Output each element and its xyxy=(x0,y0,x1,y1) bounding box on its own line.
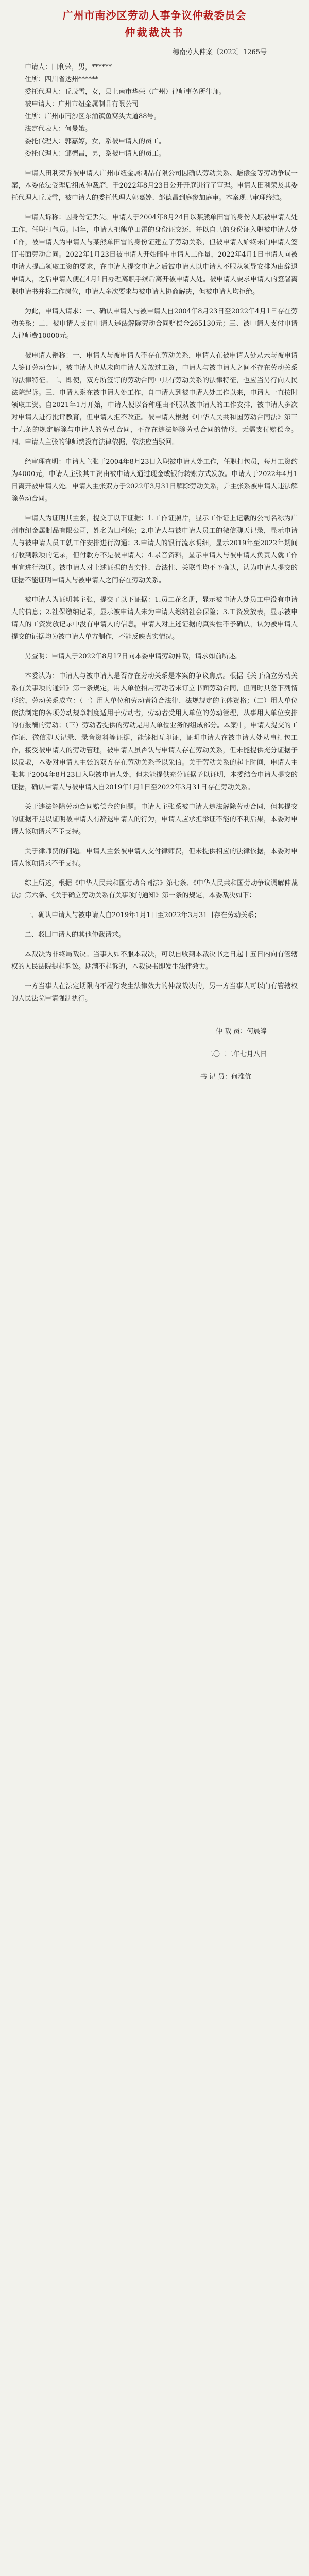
party-line: 住所：广州市南沙区东涌镇鱼窝头大道88号。 xyxy=(25,113,161,121)
body-paragraph: 关于律师费的问题。申请人主张被申请人支付律师费，但未提供相应的法律依据，本委对申请人该项请求不予支持。 xyxy=(11,848,298,868)
body-paragraph: 申请人诉称：因身份证丢失，申请人于2004年8月24日以某熊单田雷的身份入职被申请人处工作，任职打包员。同年，申请人把熊单田雷的身份证交还，并以自己的身份证入职被申请人处工作，被申请人为申请人与某熊单田雷的身份证建立了劳动关系，但被申请人始终未向申请人签订书面劳动合同。2022年1月23日被申请人开始暗中申请人工作量，2022年4月1日申请人向被申请人提出领取工资的要求，在申请人提交申请之后被申请人以申请人不服从领导安排为由辞退申请人，之后申请人便在4月1日办理离职手续后离开被申请人处。被申请人要求申请人的签署离职申请书并将工作岗位，申请人多次要求与被申请人协商解决，但被申请人均拒绝。 xyxy=(11,214,298,296)
award-date: 二〇二二年七月八日 xyxy=(206,1050,267,1058)
party-line: 委托代理人：郭嘉婷，女，系被申请人的员工。 xyxy=(25,138,166,145)
arbitrator-signature: 仲 裁 员：何晨皞 xyxy=(215,1028,267,1036)
party-line: 委托代理人：丘茂雪，女，县上南市华荣（广州）律师事务所律师。 xyxy=(25,88,226,96)
party-line: 住所：四川省达州****** xyxy=(25,76,99,83)
clerk-signature: 书 记 员：何淮伉 xyxy=(200,1073,251,1081)
body-paragraph: 关于违法解除劳动合同赔偿金的问题。申请人主张系被申请人违法解除劳动合同，但其提交的证据不足以证明被申请人有辞退申请人的行为，申请人应承担举证不能的不利后果，本委对申请人该项请求不予支持。 xyxy=(11,803,298,836)
body-paragraph: 申请人田利荣诉被申请人广州市纽金属制品有限公司因确认劳动关系、赔偿金等劳动争议一案，本委依法受理后组成仲裁庭，于2022年8月23日公开开庭进行了审理。申请人田利荣及其委托代理人丘茂雪，被申请人的委托代理人郭嘉婷、邹德昌到庭参加庭审。本案现已审理终结。 xyxy=(11,170,298,202)
signature-block xyxy=(11,1026,298,1083)
body-paragraph: 申请人为证明其主张，提交了以下证据：1.工作证照片，显示工作证上记载的公司名称为广州市纽金属制品有限公司，姓名为田利荣；2.申请人与被申请人员工的微信聊天记录，显示申请人与被申请人员工就工作安排进行沟通；3.申请人的银行流水明细，显示2019年至2022年期间有收到款项的记录，但付款方不是被申请人；4.录音资料，显示申请人与被申请人负责人就工作事宜进行沟通。被申请人对上述证据的真实性、合法性、关联性均不予确认，认为申请人提交的证据不能证明申请人与被申请人之间存在劳动关系。 xyxy=(11,515,298,584)
party-line: 被申请人：广州市纽金属制品有限公司 xyxy=(25,100,139,108)
body-paragraph: 被申请人辩称：一、申请人与被申请人不存在劳动关系，申请人在被申请人处从未与被申请人签订劳动合同，被申请人也从未向申请人发放过工资，申请人与被申请人之间不存在劳动关系的法律特征。二、即使，双方所签订的劳动合同中具有劳动关系的法律特征，也应当另行向人民法院起诉。三、申请人系在被申请人处工作，自申请人到被申请人处工作以来，申请人一直按时领取工资。自2021年1月开始，申请人便以各种理由不服从被申请人的工作安排，被申请人多次对申请人进行批评教育，但申请人拒不改正。被申请人根据《中华人民共和国劳动合同法》第三十九条的规定解除与申请人的劳动合同，不存在违法解除劳动合同的情形，无需支付赔偿金。四、申请人主张的律师费没有法律依据，依法应当驳回。 xyxy=(11,352,298,446)
parties-section xyxy=(11,61,298,160)
case-number: 穗南劳人仲案〔2022〕1265号 xyxy=(172,48,267,56)
body-paragraph: 一方当事人在法定期限内不履行发生法律效力的仲裁裁决的，另一方当事人可以向有管辖权的人民法院申请强制执行。 xyxy=(11,982,298,1003)
committee-name: 广州市南沙区劳动人事争议仲裁委员会 xyxy=(62,9,247,22)
body-paragraph: 被申请人为证明其主张，提交了以下证据：1.员工花名册，显示被申请人处员工中没有申请人的信息；2.社保缴纳记录，显示被申请人未为申请人缴纳社会保险；3.工资发放表，显示被申请人的工资发放记录中没有申请人的信息。申请人对上述证据的真实性不予确认，认为被申请人提交的证据均为被申请人单方制作，不能反映真实情况。 xyxy=(11,596,298,641)
body-section xyxy=(11,167,298,1005)
body-paragraph: 本裁决为非终局裁决。当事人如不服本裁决，可以自收到本裁决书之日起十五日内向有管辖权的人民法院提起诉讼。期满不起诉的，本裁决书即发生法律效力。 xyxy=(11,951,298,971)
body-paragraph: 经审理查明：申请人主张于2004年8月23日入职被申请人处工作，任职打包员，每月工资约为4000元，申请人主张其工资由被申请人通过现金或银行转账方式发放。申请人于2022年4月1日离开被申请人处。申请人主张双方于2022年3月31日解除劳动关系，并主张系被申请人违法解除劳动合同。 xyxy=(11,458,298,503)
party-line: 法定代表人：何曼娥。 xyxy=(25,125,92,133)
ruling-item: 二、驳回申请人的其他仲裁请求。 xyxy=(25,931,126,939)
body-paragraph: 综上所述，根据《中华人民共和国劳动合同法》第七条、《中华人民共和国劳动争议调解仲裁法》第六条、《关于确立劳动关系有关事项的通知》第一条的规定，本委裁决如下： xyxy=(11,879,298,900)
body-paragraph: 另查明：申请人于2022年8月17日向本委申请劳动仲裁，请求如前所述。 xyxy=(25,653,242,660)
body-paragraph: 为此，申请人请求：一、确认申请人与被申请人自2004年8月23日至2022年4月1日存在劳动关系；二、被申请人支付申请人违法解除劳动合同赔偿金265130元；三、被申请人支付申请人律师费10000元。 xyxy=(11,308,298,340)
party-line: 委托代理人：邹德昌，男，系被申请人的员工。 xyxy=(25,150,166,158)
party-line: 申请人：田利荣，男，****** xyxy=(25,63,112,71)
ruling-item: 一、确认申请人与被申请人自2019年1月1日至2022年3月31日存在劳动关系； xyxy=(25,911,261,919)
body-paragraph: 本委认为：申请人与被申请人是否存在劳动关系是本案的争议焦点。根据《关于确立劳动关系有关事项的通知》第一条规定，用人单位招用劳动者未订立书面劳动合同，但同时具备下列情形的，劳动关系成立：（一）用人单位和劳动者符合法律、法规规定的主体资格；（二）用人单位依法制定的各项劳动规章制度适用于劳动者，劳动者受用人单位的劳动管理，从事用人单位安排的有报酬的劳动；（三）劳动者提供的劳动是用人单位业务的组成部分。本案中，申请人提交的工作证、微信聊天记录、录音资料等证据，能够相互印证，证明申请人在被申请人处从事打包工作，接受被申请人的劳动管理，被申请人虽否认与申请人存在劳动关系，但未能提供充分证据予以反驳，本委对申请人主张的双方存在劳动关系予以采信。关于劳动关系的起止时间，申请人主张其于2004年8月23日入职被申请人处，但未能提供充分证据予以证明，本委结合申请人提交的证据，确认申请人与被申请人自2019年1月1日至2022年3月31日存在劳动关系。 xyxy=(11,672,298,791)
document-title: 仲裁裁决书 xyxy=(125,26,184,39)
